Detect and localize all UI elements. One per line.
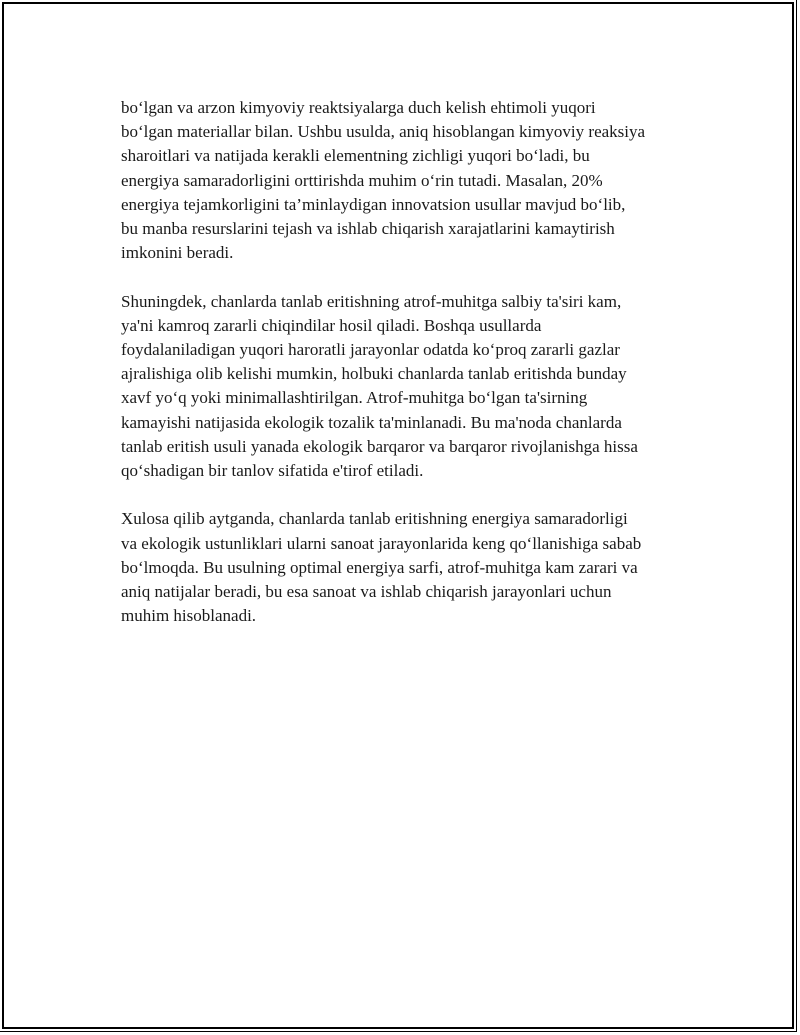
text-line: va ekologik ustunliklari ularni sanoat jarayonlarida keng qo‘llanishiga sabab [121, 533, 642, 553]
text-line: xavf yo‘q yoki minimallashtirilgan. Atrof-muhitga bo‘lgan ta'sirning [121, 388, 588, 408]
paragraph-3 [121, 507, 696, 628]
document-body [121, 96, 696, 653]
text-line: bu manba resurslarini tejash va ishlab chiqarish xarajatlarini kamaytirish [121, 219, 615, 239]
paragraph-2 [121, 290, 696, 484]
text-line: bo‘lmoqda. Bu usulning optimal energiya sarfi, atrof-muhitga kam zarari va [121, 557, 638, 577]
page-border [2, 2, 794, 1029]
text-line: muhim hisoblanadi. [121, 606, 257, 626]
text-line: energiya tejamkorligini ta’minlaydigan innovatsion usullar mavjud bo‘lib, [121, 194, 626, 214]
text-line: tanlab eritish usuli yanada ekologik barqaror va barqaror rivojlanishga hissa [121, 436, 638, 456]
text-line: Xulosa qilib aytganda, chanlarda tanlab eritishning energiya samaradorligi [121, 509, 628, 529]
text-line: kamayishi natijasida ekologik tozalik ta'minlanadi. Bu ma'noda chanlarda [121, 412, 622, 432]
text-line: aniq natijalar beradi, bu esa sanoat va ishlab chiqarish jarayonlari uchun [121, 582, 612, 602]
paragraph-1 [121, 96, 696, 265]
text-line: ya'ni kamroq zararli chiqindilar hosil qiladi. Boshqa usullarda [121, 315, 542, 335]
text-line: sharoitlari va natijada kerakli elementning zichligi yuqori bo‘ladi, bu [121, 146, 590, 166]
text-line: bo‘lgan materiallar bilan. Ushbu usulda, aniq hisoblangan kimyoviy reaksiya [121, 122, 646, 142]
text-line: qo‘shadigan bir tanlov sifatida e'tirof etiladi. [121, 461, 424, 481]
text-line: imkonini beradi. [121, 243, 234, 263]
text-line: foydalaniladigan yuqori haroratli jarayonlar odatda ko‘proq zararli gazlar [121, 340, 620, 360]
text-line: Shuningdek, chanlarda tanlab eritishning atrof-muhitga salbiy ta'siri kam, [121, 291, 622, 311]
text-line: ajralishiga olib kelishi mumkin, holbuki chanlarda tanlab eritishda bunday [121, 364, 627, 384]
text-line: energiya samaradorligini orttirishda muhim o‘rin tutadi. Masalan, 20% [121, 170, 603, 190]
text-line: bo‘lgan va arzon kimyoviy reaktsiyalarga duch kelish ehtimoli yuqori [121, 98, 596, 117]
